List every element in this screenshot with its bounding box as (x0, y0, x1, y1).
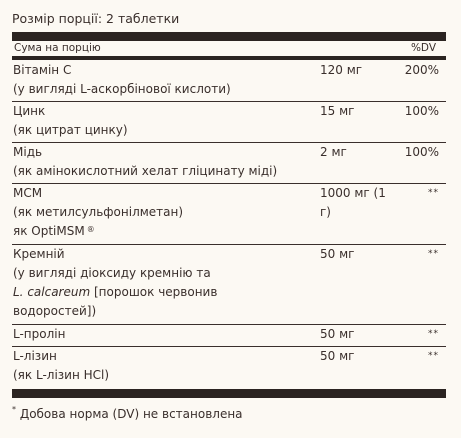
nutrient-amount (320, 184, 398, 222)
nutrient-name-line: Кремній (13, 247, 65, 261)
nutrient-dv (428, 245, 439, 264)
nutrient-name (13, 143, 313, 181)
nutrient-amount: 50 мг (320, 349, 355, 363)
nutrient-amount: 120 мг (320, 63, 363, 77)
form-text: [порошок червонив (90, 285, 218, 299)
nutrient-form-line: (як цитрат цинку) (13, 123, 128, 137)
nutrient-amount: 2 мг (320, 145, 347, 159)
nutrient-name (13, 325, 313, 344)
nutrient-brand-line (13, 222, 313, 241)
table-row (12, 61, 446, 102)
nutrient-form-line: (як L-лізин HCl) (13, 368, 110, 382)
table-row (12, 347, 446, 387)
table-row (12, 245, 446, 325)
nutrient-form-line: (як амінокислотний хелат гліцинату міді) (13, 164, 278, 178)
registered-mark: ® (86, 225, 95, 234)
dv-header: %DV (410, 42, 436, 54)
nutrient-name (13, 61, 313, 99)
nutrient-amount: 15 мг (320, 104, 355, 118)
nutrient-amount: 50 мг (320, 327, 355, 341)
nutrient-dv (428, 184, 439, 203)
serving-size: Розмір порції: 2 таблетки (12, 11, 180, 26)
table-row (12, 143, 446, 184)
nutrient-name-line: MCM (13, 186, 43, 200)
table-row (12, 102, 446, 143)
amount-line: г) (320, 205, 331, 219)
dv-not-established-mark: ** (428, 249, 439, 259)
nutrient-amount: 50 мг (320, 247, 355, 261)
nutrient-form-line (13, 283, 313, 302)
amount-per-serving-header: Сума на порцію (14, 42, 101, 54)
nutrient-dv (428, 325, 439, 344)
nutrient-dv: 100% (404, 145, 439, 159)
bottom-thick-rule (12, 389, 446, 398)
dv-not-established-mark: ** (428, 188, 439, 198)
nutrient-dv (428, 347, 439, 366)
nutrient-dv: 200% (404, 63, 439, 77)
nutrient-name-line: L-лізин (13, 349, 57, 363)
nutrient-name-line: Цинк (13, 104, 46, 118)
table-header (12, 42, 446, 56)
nutrient-form-line: (у вигляді L-аскорбінової кислоти) (13, 82, 231, 96)
footnote-mark: * (12, 405, 16, 414)
nutrient-dv: 100% (404, 104, 439, 118)
header-rule (12, 56, 446, 60)
top-thick-rule (12, 32, 446, 41)
nutrient-name (13, 102, 313, 140)
footnote (12, 407, 243, 421)
nutrient-form-line: (як метилсульфонілметан) (13, 205, 184, 219)
nutrient-name (13, 245, 313, 321)
footnote-text: Добова норма (DV) не встановлена (16, 407, 243, 421)
brand-name: як OptiMSM (13, 224, 85, 238)
species-name: L. calcareum (13, 285, 91, 299)
nutrient-name-line: Мідь (13, 145, 43, 159)
dv-not-established-mark: ** (428, 329, 439, 339)
nutrient-name (13, 184, 313, 241)
dv-not-established-mark: ** (428, 351, 439, 361)
nutrient-name-line: Вітамін C (13, 63, 72, 77)
nutrient-name-line: L-пролін (13, 327, 66, 341)
table-row (12, 184, 446, 245)
nutrient-form-line: (у вигляді діоксиду кремнію та (13, 266, 211, 280)
nutrient-name (13, 347, 313, 385)
nutrient-form-line: водоростей]) (13, 304, 97, 318)
table-row (12, 325, 446, 347)
amount-line: 1000 мг (1 (320, 186, 386, 200)
